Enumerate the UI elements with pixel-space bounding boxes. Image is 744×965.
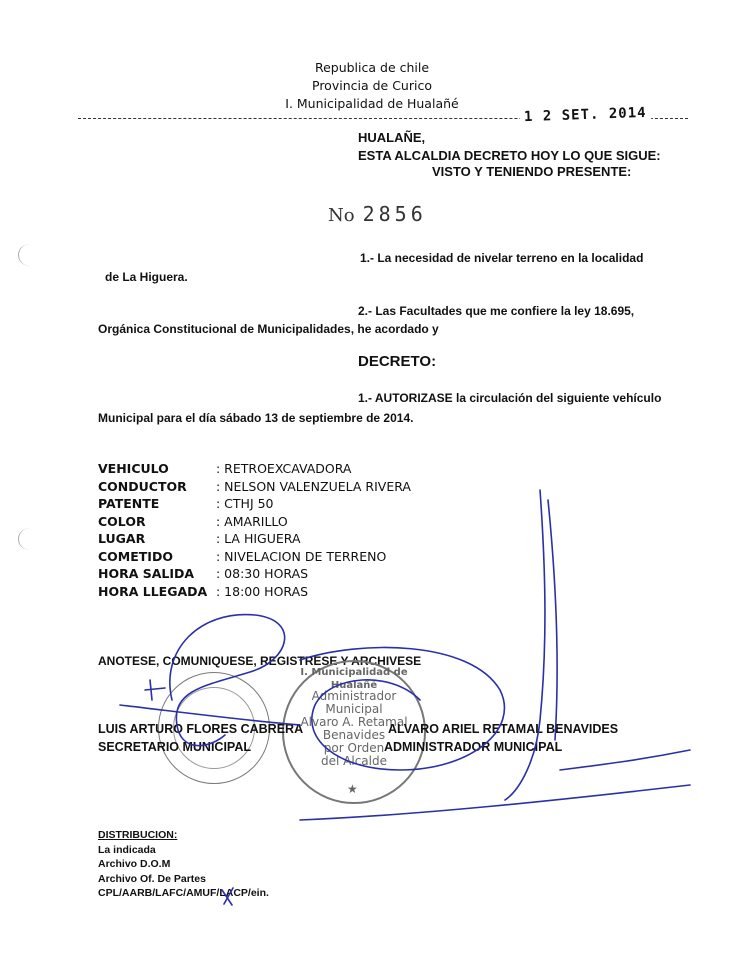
vehicle-field-label: PATENTE bbox=[98, 496, 160, 511]
vehicle-field-value: : RETROEXCAVADORA bbox=[216, 461, 352, 476]
seal-text-line: Municipal bbox=[325, 702, 383, 716]
vehicle-details-table bbox=[98, 460, 411, 600]
vehicle-field-label: CONDUCTOR bbox=[98, 478, 187, 494]
left-signatory-title: SECRETARIO MUNICIPAL bbox=[98, 740, 252, 754]
closing-line: ANOTESE, COMUNIQUESE, REGISTRESE Y ARCHIVESE bbox=[98, 654, 422, 668]
consideration-2-first-line: 2.- Las Facultades que me confiere la ley 18.695, bbox=[358, 304, 635, 318]
resolution-first-line: 1.- AUTORIZASE la circulación del siguiente vehículo bbox=[358, 391, 662, 405]
seal-text-line: Alvaro A. Retamal bbox=[300, 715, 408, 729]
header-line-municipality: I. Municipalidad de Hualañé bbox=[285, 96, 459, 111]
vehicle-field-label: COMETIDO bbox=[98, 548, 173, 564]
decree-number-value: 2856 bbox=[362, 202, 427, 226]
right-signature-underline bbox=[560, 750, 690, 770]
vehicle-row bbox=[98, 530, 411, 548]
distribution-block bbox=[98, 828, 269, 901]
vehicle-field-value: : NELSON VALENZUELA RIVERA bbox=[216, 478, 411, 494]
vehicle-field-value: : CTHJ 50 bbox=[216, 496, 274, 511]
vehicle-field-label: COLOR bbox=[98, 513, 146, 529]
vehicle-field-label: HORA LLEGADA bbox=[98, 583, 208, 599]
left-signatory-name: LUIS ARTURO FLORES CABRERA bbox=[98, 722, 304, 736]
vehicle-field-value: : NIVELACION DE TERRENO bbox=[216, 548, 387, 564]
header-line-province: Provincia de Curico bbox=[312, 78, 432, 93]
vehicle-field-value: : 08:30 HORAS bbox=[216, 566, 309, 581]
vehicle-row bbox=[98, 548, 411, 566]
right-signatory-title: ADMINISTRADOR MUNICIPAL bbox=[384, 740, 563, 754]
vehicle-field-value: : AMARILLO bbox=[216, 513, 288, 529]
vehicle-field-label: HORA SALIDA bbox=[98, 566, 195, 581]
vehicle-field-value: : LA HIGUERA bbox=[216, 531, 301, 546]
star-icon: ★ bbox=[347, 782, 358, 796]
seal-text-line: Benavides bbox=[322, 728, 386, 742]
distribution-list bbox=[98, 843, 269, 901]
distribution-item: La indicada bbox=[98, 843, 156, 856]
distribution-item: Archivo D.O.M bbox=[98, 858, 171, 870]
vehicle-field-value: : 18:00 HORAS bbox=[216, 583, 309, 599]
vehicle-row bbox=[98, 478, 411, 496]
consideration-1-rest: de La Higuera. bbox=[105, 270, 188, 284]
seal-text-line: Administrador bbox=[311, 689, 397, 703]
header-line-republic: Republica de chile bbox=[314, 60, 430, 75]
consideration-2-rest: Orgánica Constitucional de Municipalidades, he acordado y bbox=[98, 322, 439, 336]
right-signatory-name: ALVARO ARIEL RETAMAL BENAVIDES bbox=[388, 722, 619, 736]
seal-text-line: del Alcalde bbox=[321, 754, 387, 768]
vehicle-row bbox=[98, 583, 411, 601]
resolution-rest: Municipal para el día sábado 13 de septiembre de 2014. bbox=[98, 411, 414, 425]
seal-ring-text: I. Municipalidad de Hualañé bbox=[300, 667, 408, 691]
decreto-heading: DECRETO: bbox=[358, 353, 437, 370]
decree-number-prefix: No bbox=[328, 205, 355, 226]
vehicle-row bbox=[98, 565, 411, 583]
vehicle-row bbox=[98, 495, 411, 513]
vehicle-row bbox=[98, 513, 411, 531]
distribution-item: CPL/AARB/LAFC/AMUF/LACP/ein. bbox=[98, 887, 269, 899]
right-signature-vertical bbox=[548, 500, 557, 740]
consideration-1-first-line: 1.- La necesidad de nivelar terreno en la localidad bbox=[360, 251, 644, 265]
punch-hole-mark bbox=[18, 244, 41, 266]
distribution-title: DISTRIBUCION: bbox=[98, 829, 178, 841]
vehicle-row bbox=[98, 460, 411, 478]
distribution-item: Archivo Of. De Partes bbox=[98, 872, 206, 885]
place-name: HUALAÑE, bbox=[358, 130, 426, 145]
vehicle-field-label: LUGAR bbox=[98, 531, 146, 546]
seal-text-line: por Orden bbox=[323, 741, 385, 755]
decree-number bbox=[328, 202, 427, 226]
date-stamp: 1 2 SET. 2014 bbox=[520, 105, 651, 126]
punch-hole-mark bbox=[18, 528, 41, 550]
intro-line-visto: VISTO Y TENIENDO PRESENTE: bbox=[432, 164, 632, 179]
vehicle-field-label: VEHICULO bbox=[98, 461, 169, 476]
intro-line-decreto: ESTA ALCALDIA DECRETO HOY LO QUE SIGUE: bbox=[358, 148, 661, 163]
